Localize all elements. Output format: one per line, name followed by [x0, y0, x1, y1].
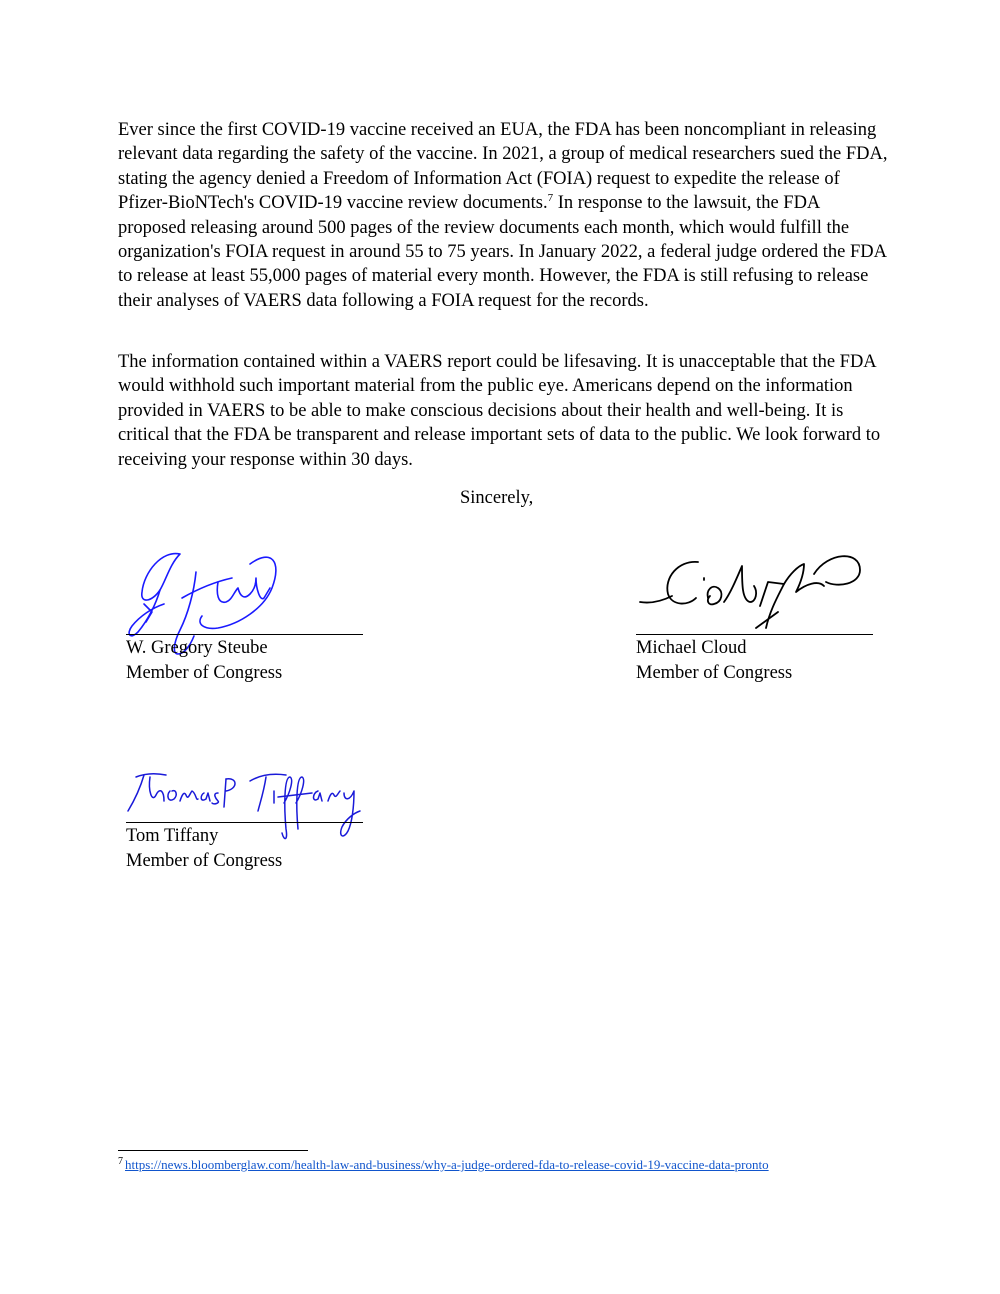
- signatory-name: Michael Cloud: [636, 638, 747, 658]
- footnote-link[interactable]: https://news.bloomberglaw.com/health-law-and-business/why-a-judge-ordered-fda-to-release-covid-19-vaccine-data-pronto: [125, 1157, 769, 1172]
- paragraph-1-text-continued: In response to the lawsuit, the FDA proposed releasing around 500 pages of the review documents each month, which would fulfill the organization's FOIA request in around 55 to 75 years. In January 2022, a federal judge ordered the FDA to release at least 55,000 pages of material every month. However, the FDA is still refusing to release their analyses of VAERS data following a FOIA request for the records.: [118, 193, 886, 311]
- signature-block-tiffany: [126, 755, 366, 895]
- footnote-divider: [118, 1150, 308, 1151]
- signatory-title: Member of Congress: [126, 663, 283, 683]
- paragraph-1-text: Ever since the first COVID-19 vaccine received an EUA, the FDA has been noncompliant in releasing relevant data regarding the safety of the vaccine. In 2021, a group of medical researchers sued the FDA, stating the agency denied a Freedom of Information Act (FOIA) request to expedite the release of Pfizer-BioNTech's COVID-19 vaccine review documents.: [118, 120, 888, 214]
- signature-block-cloud: [636, 540, 876, 683]
- signatory-title: Member of Congress: [126, 851, 283, 871]
- signature-line: [126, 634, 363, 635]
- footnote: [118, 1156, 769, 1174]
- handwritten-signature-cloud: [638, 544, 868, 640]
- signatory-name: Tom Tiffany: [126, 826, 219, 846]
- body-paragraph-1: [118, 118, 888, 313]
- signatory-name: W. Gregory Steube: [126, 638, 268, 658]
- signature-block-steube: [126, 540, 366, 683]
- footnote-number: 7: [118, 1155, 123, 1167]
- closing-salutation: Sincerely,: [460, 488, 534, 508]
- body-paragraph-2: The information contained within a VAERS report could be lifesaving. It is unacceptable that the FDA would withhold such important material from the public eye. Americans depend on the information provided in VAERS to be able to make conscious decisions about their health and well-being. It is critical that the FDA be transparent and release important sets of data to the public. We look forward to receiving your response within 30 days.: [118, 352, 881, 470]
- signatory-title: Member of Congress: [636, 663, 793, 683]
- signature-line: [636, 634, 873, 635]
- signature-line: [126, 822, 363, 823]
- footnote-reference[interactable]: 7: [547, 192, 554, 205]
